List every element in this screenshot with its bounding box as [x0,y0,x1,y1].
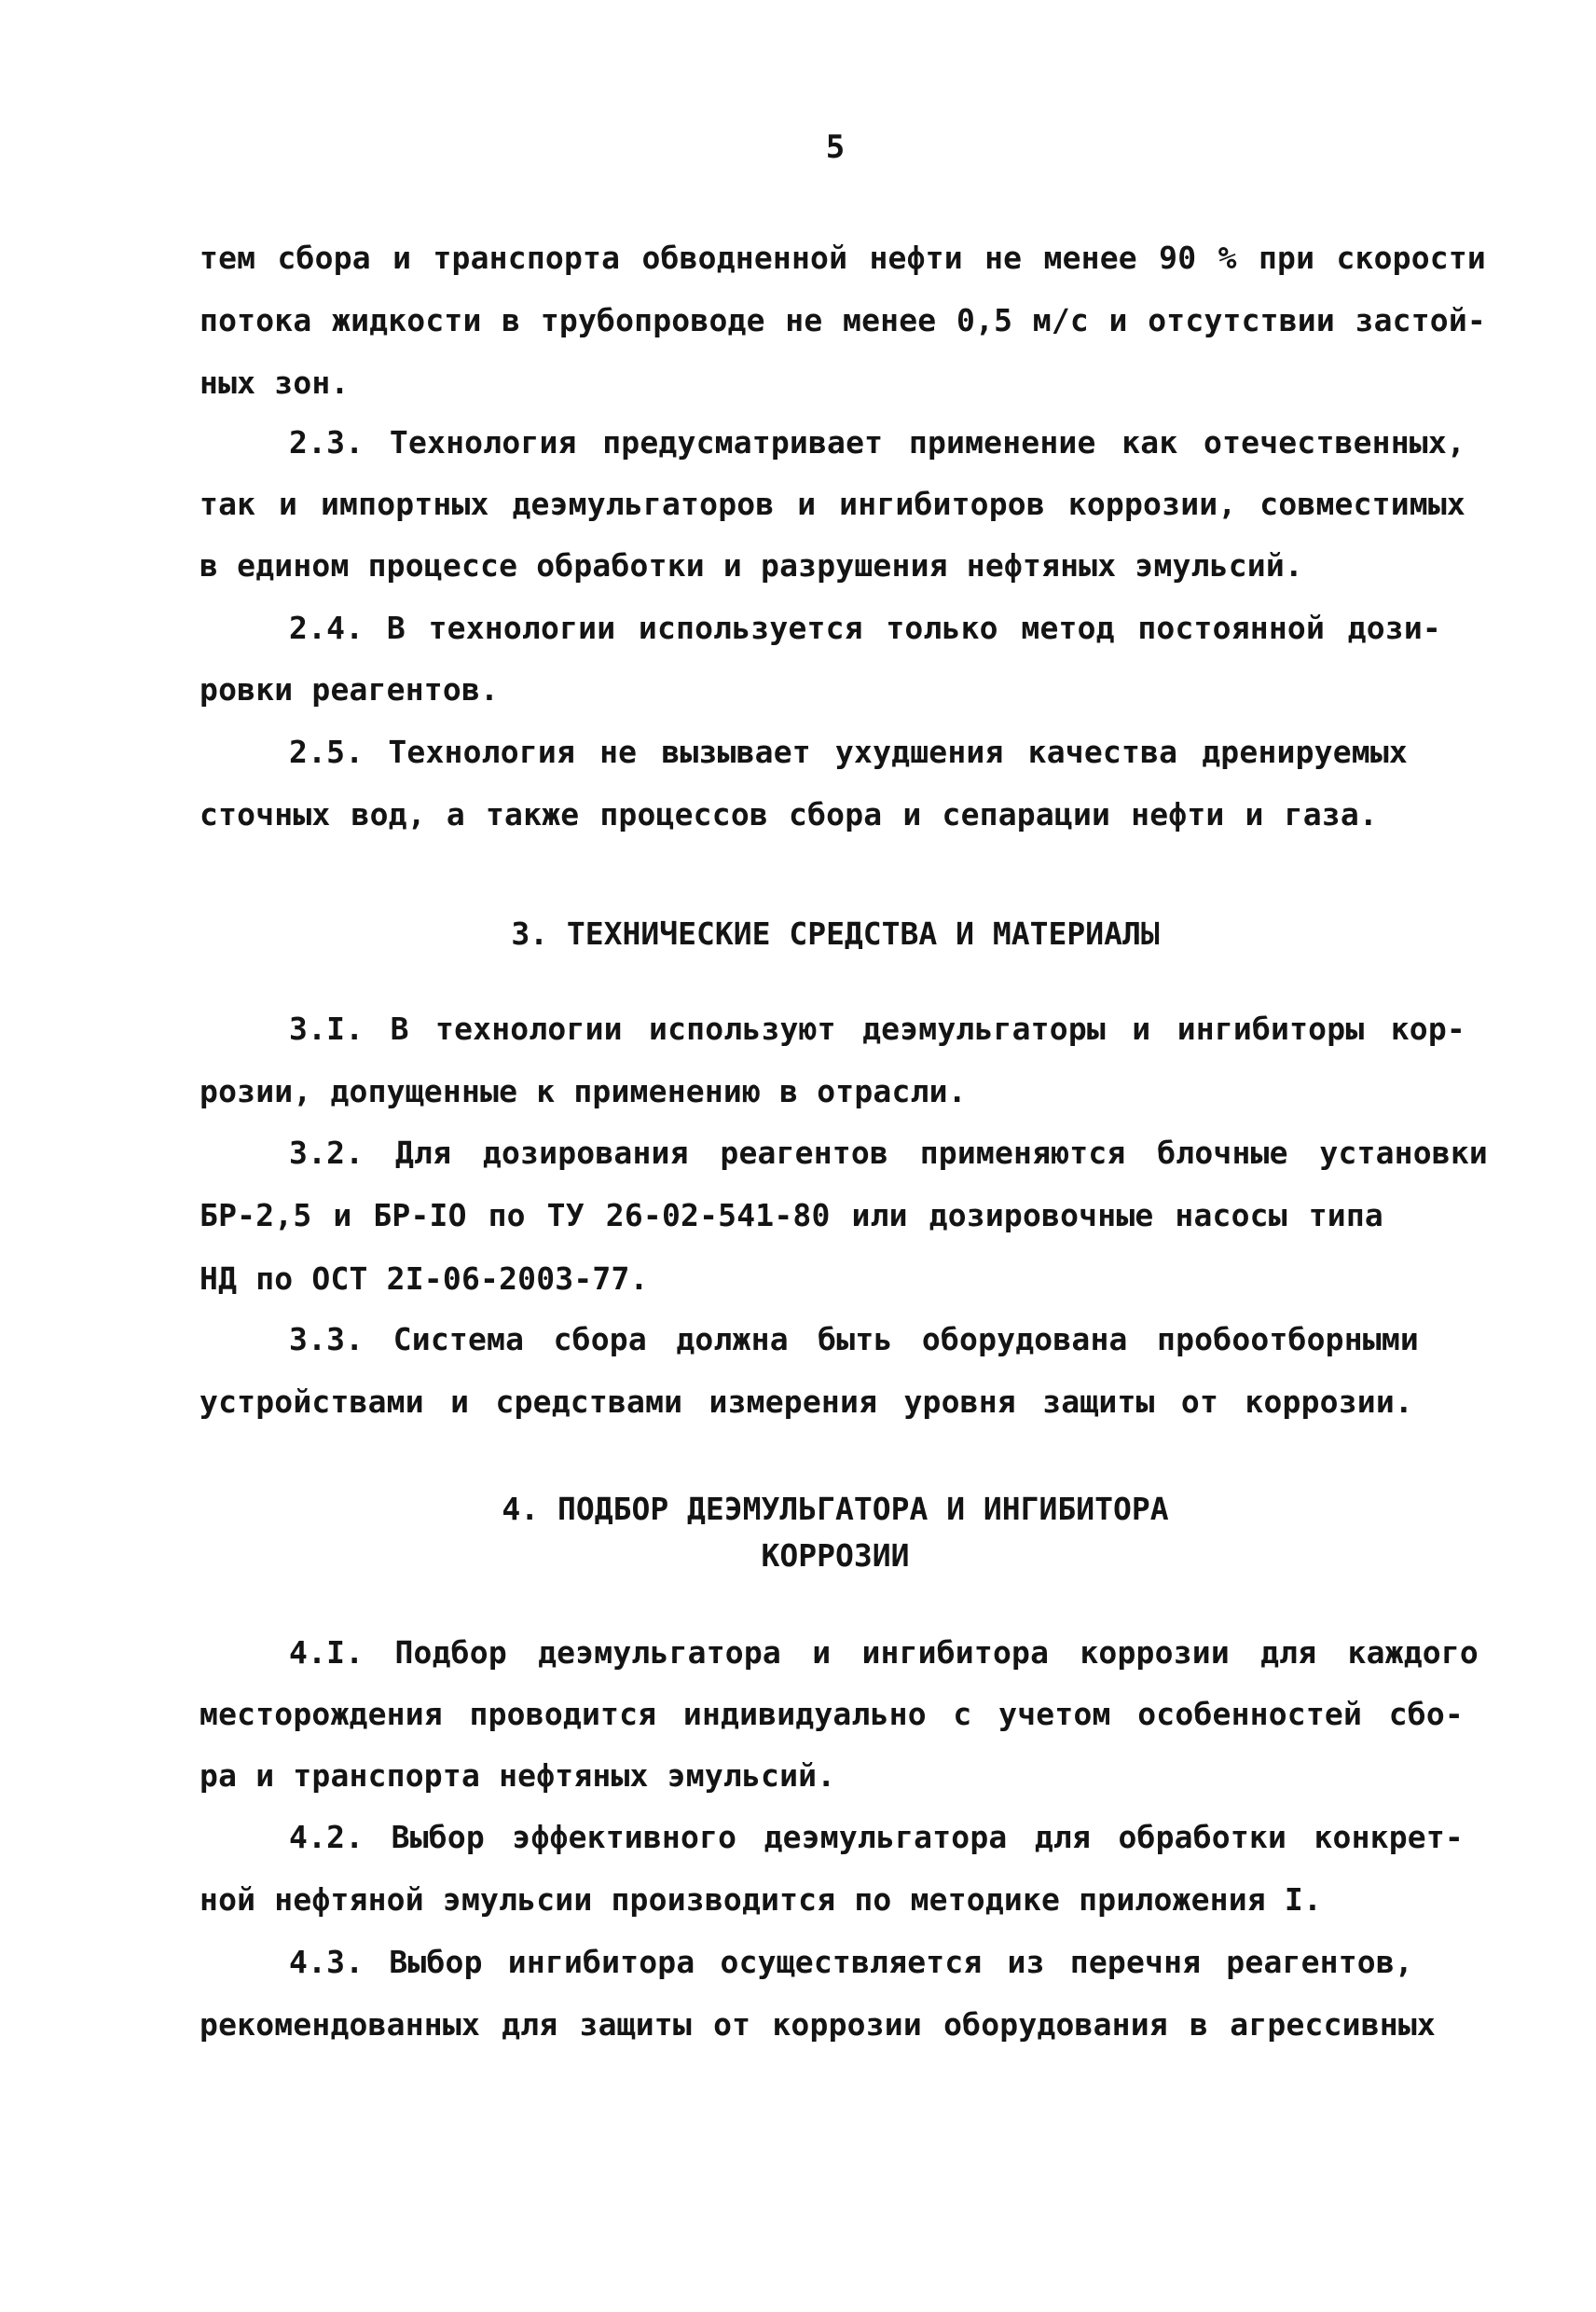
page-number: 5 [825,129,846,166]
text-line: розии, допущенные к применению в отрасли. [200,1073,967,1109]
text-line: в едином процессе обработки и разрушения нефтяных эмульсий. [200,547,1303,584]
text-line: ных зон. [200,365,350,401]
text-line: ра и транспорта нефтяных эмульсий. [200,1757,836,1794]
paragraph-3-2: 3.2. Для дозирования реагентов применяются блочные установки [289,1135,1488,1171]
paragraph-4-1: 4.I. Подбор деэмульгатора и ингибитора коррозии для каждого [289,1634,1479,1671]
text-line: сточных вод, а также процессов сбора и сепарации нефти и газа. [200,796,1378,833]
text-line: ровки реагентов. [200,671,500,708]
text-line: БР-2,5 и БР-IO по ТУ 26-02-541-80 или дозировочные насосы типа [200,1197,1383,1233]
paragraph-3-3: 3.3. Система сбора должна быть оборудована пробоотборными [289,1321,1419,1357]
text-line: устройствами и средствами измерения уровня защиты от коррозии. [200,1383,1413,1420]
paragraph-2-4: 2.4. В технологии используется только метод постоянной дози- [289,610,1441,646]
text-line: рекомендованных для защиты от коррозии оборудования в агрессивных [200,2006,1436,2043]
text-line: НД по ОСТ 2I-06-2003-77. [200,1260,649,1297]
text-line: потока жидкости в трубопроводе не менее 0,5 м/с и отсутствии застой- [200,302,1486,338]
section-3-heading: 3. ТЕХНИЧЕСКИЕ СРЕДСТВА И МАТЕРИАЛЫ [511,915,1160,952]
text-line: так и импортных деэмульгаторов и ингибиторов коррозии, совместимых [200,486,1465,522]
paragraph-2-3: 2.3. Технология предусматривает применение как отечественных, [289,424,1465,461]
section-4-heading: 4. ПОДБОР ДЕЭМУЛЬГАТОРА И ИНГИБИТОРА [502,1491,1169,1527]
text-line: месторождения проводится индивидуально с учетом особенностей сбо- [200,1696,1464,1732]
paragraph-4-3: 4.3. Выбор ингибитора осуществляется из перечня реагентов, [289,1944,1413,1980]
paragraph-2-5: 2.5. Технология не вызывает ухудшения качества дренируемых [289,734,1408,770]
text-line: ной нефтяной эмульсии производится по методике приложения I. [200,1881,1323,1918]
paragraph-3-1: 3.I. В технологии используют деэмульгаторы и ингибиторы кор- [289,1011,1465,1047]
section-4-heading-line-2: КОРРОЗИИ [761,1537,910,1574]
text-line: тем сбора и транспорта обводненной нефти не менее 90 % при скорости [200,240,1486,276]
paragraph-4-2: 4.2. Выбор эффективного деэмульгатора для обработки конкрет- [289,1819,1464,1855]
